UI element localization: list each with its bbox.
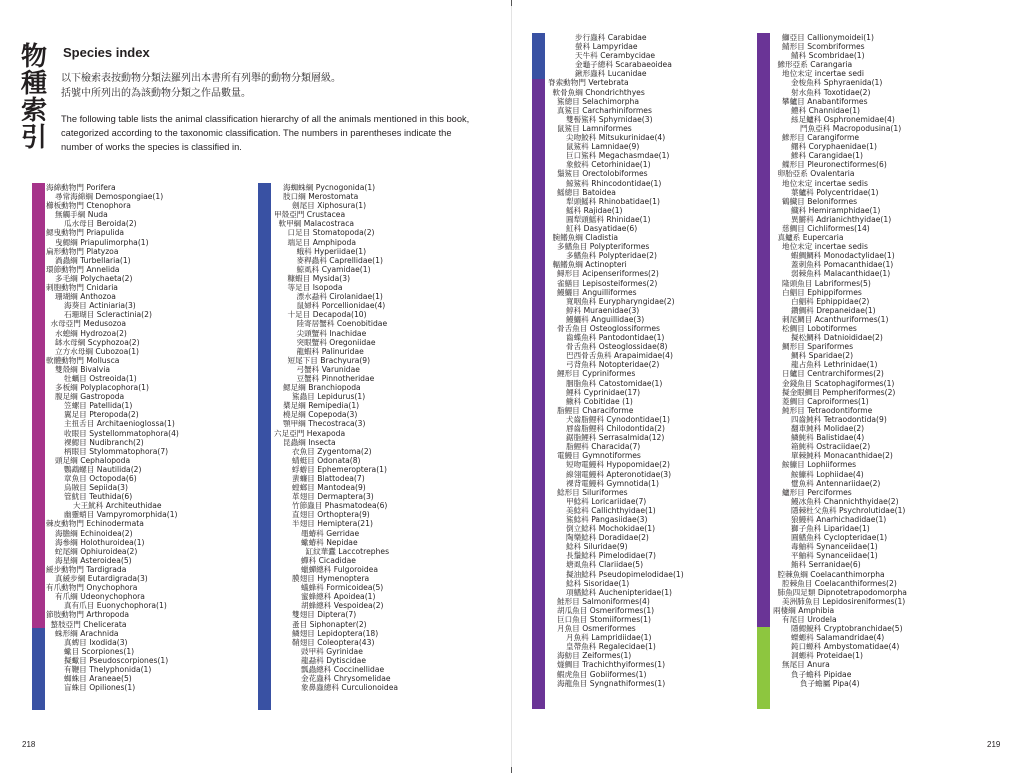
index-title-en: Species index: [63, 45, 150, 60]
taxon-entry: 鯊蟲目 Lepidurus(1): [292, 392, 366, 402]
taxon-entry: 瓢蟲總科 Coccinellidae: [301, 664, 385, 674]
taxon-entry: 無觸手綱 Nuda: [55, 210, 108, 220]
taxon-entry: 倒立鯰科 Mochokidae(1): [566, 524, 656, 534]
taxon-entry: 幽靈蛸目 Vampyromorphida(1): [64, 510, 178, 520]
taxon-entry: 犬齒脂鯉科 Cynodontidae(1): [566, 414, 670, 424]
taxon-entry: 圓鰭魚科 Cyclopteridae(1): [791, 533, 888, 543]
taxon-entry: 唇齒脂鯉科 Chilodontida(2): [566, 424, 665, 434]
taxon-entry: 燧鯛目 Trachichthyiformes(1): [557, 660, 666, 670]
taxon-entry: 無尾目 Anura: [782, 660, 830, 670]
taxon-entry: 鬚鯊目 Orectolobiformes: [557, 169, 648, 179]
taxon-entry: 黽蝽科 Gerridae: [301, 528, 360, 538]
taxon-entry: 槳足綱 Remipedia(1): [283, 401, 360, 411]
taxon-entry: 鼠鯊科 Lamnidae(9): [566, 142, 640, 152]
taxon-entry: 齒蝶魚科 Pantodontidae(1): [566, 333, 665, 343]
taxon-entry: 鰺形亞系 Carangaria: [777, 60, 853, 70]
taxon-entry: 鰓曳動物門 Priapulida: [46, 228, 125, 238]
taxon-entry: 漂水蝨科 Cirolanidae(1): [296, 292, 383, 302]
taxon-entry: 象鮫科 Cetorhinidae(1): [566, 160, 651, 170]
taxon-entry: 蛾科 Hyperiidae(1): [296, 246, 367, 256]
taxon-entry: 章魚目 Octopoda(6): [64, 474, 137, 483]
taxon-entry: 擬油鯰科 Pseudopimelodidae(1): [566, 569, 684, 579]
taxon-entry: 巨口魚目 Stomiiformes(1): [557, 615, 651, 624]
index-column-3: [548, 33, 684, 688]
crop-mark-top: [511, 0, 512, 6]
taxon-entry: 多板綱 Polyplacophora(1): [55, 383, 149, 393]
taxon-entry: 項鰭鯰科 Auchenipteridae(1): [566, 587, 672, 597]
taxon-entry: 口足目 Stomatopoda(2): [287, 228, 375, 238]
taxon-entry: 端足目 Amphipoda: [287, 237, 356, 247]
taxon-entry: 海綿動物門 Porifera: [46, 183, 116, 192]
taxon-entry: 月魚科 Lampridiidae(1): [566, 633, 652, 643]
taxon-entry: 攀鱸目 Anabantiformes: [782, 96, 868, 106]
taxon-entry: 鯖形目 Scombriformes: [782, 42, 865, 52]
taxon-entry: 射水魚科 Toxotidae(2): [791, 87, 871, 97]
taxon-entry: 糠蝦目 Mysida(3): [287, 273, 351, 283]
taxon-entry: 白鯧科 Ephippidae(2): [791, 296, 870, 306]
taxon-entry: 鱵科 Hemiramphidae(1): [791, 205, 881, 215]
taxon-entry: 巴西骨舌魚科 Arapaimidae(4): [566, 351, 673, 361]
taxon-entry: 有鞭目 Thelyphonida(1): [64, 664, 152, 674]
taxon-entry: 海參綱 Holothuroidea(1): [55, 537, 145, 547]
intro-chinese: [61, 71, 481, 101]
taxon-entry: 立方水母綱 Cubozoa(1): [55, 346, 140, 356]
taxon-entry: 真蜱目 Ixodida(3): [64, 637, 128, 647]
taxon-entry: 軟體動物門 Mollusca: [46, 355, 120, 365]
taxon-entry: 葉鱸科 Polycentridae(1): [791, 187, 879, 197]
taxon-entry: 鞘翅目 Coleoptera(43): [292, 637, 375, 647]
taxon-entry: 蚤目 Siphonapter(2): [292, 619, 367, 629]
taxon-entry: 蜘蛛目 Araneae(5): [64, 674, 132, 684]
taxon-entry: 魨形目 Tetraodontiforme: [782, 405, 873, 415]
taxon-entry: 甲殼亞門 Crustacea: [274, 210, 346, 220]
taxon-entry: 劍尾目 Xiphosura(1): [292, 201, 367, 211]
taxon-entry: 螢科 Lampyridae: [575, 42, 638, 52]
taxon-entry: 鯰形目 Siluriformes: [557, 487, 628, 497]
taxon-entry: 美洲肺魚目 Lepidosireniformes(1): [782, 596, 906, 606]
taxon-entry: 雙髻鯊科 Sphyrnidae(3): [566, 114, 653, 124]
title-char: 種: [21, 69, 48, 99]
title-char: 索: [21, 96, 48, 126]
taxon-entry: 鯊總目 Selachimorpha: [557, 96, 639, 106]
taxon-entry: 骨舌魚科 Osteoglossidae(8): [566, 342, 668, 352]
taxon-entry: 陸寄居蟹科 Coenobitidae: [296, 319, 388, 329]
taxon-entry: 有尾目 Urodela: [782, 615, 837, 624]
taxon-entry: 鼠婦科 Porcellionidae(4): [296, 301, 386, 311]
taxon-entry: 鋸脂鯉科 Serrasalmida(12): [566, 433, 665, 443]
taxon-entry: 鯛科 Sparidae(2): [791, 351, 854, 361]
taxon-entry: 海魴目 Zeiformes(1): [557, 651, 632, 661]
taxon-entry: 鯨鯊科 Rhincodontidae(1): [566, 178, 662, 188]
taxon-entry: 擬蠍目 Pseudoscorpiones(1): [64, 655, 169, 665]
taxon-entry: 鯉形目 Cypriniformes: [557, 369, 636, 379]
taxon-entry: 金錢魚目 Scatophagiformes(1): [782, 378, 895, 388]
taxon-entry: 鸚鵡螺目 Nautilida(2): [64, 464, 142, 474]
taxon-entry: 腔棘魚目 Coelacanthiformes(2): [782, 578, 897, 588]
taxon-entry: 慈鯛目 Cichliformes(14): [782, 223, 870, 233]
taxon-entry: 平鮋科 Synanceiidae(1): [791, 551, 878, 561]
taxon-entry: 盲蛛目 Opiliones(1): [64, 683, 136, 693]
index-column-1: [46, 183, 179, 692]
page-number-right: 219: [987, 740, 1001, 749]
taxon-entry: 負子蟾科 Pipidae: [791, 669, 852, 679]
taxon-entry: 裸背電鰻科 Gymnotida(1): [566, 478, 659, 488]
taxon-entry: 六足亞門 Hexapoda: [274, 428, 346, 438]
taxon-entry: 真鯊目 Carcharhiniformes: [557, 105, 652, 115]
taxon-entry: 鰺科 Carangidae(1): [791, 151, 863, 161]
taxon-entry: 日鱸目 Centrarchiformes(2): [782, 369, 884, 379]
taxon-entry: 棘皮動物門 Echinodermata: [46, 519, 144, 529]
intro-line: number of works the species is classified in.: [61, 142, 242, 152]
taxon-entry: 缽水母綱 Scyphozoa(2): [55, 337, 140, 347]
taxon-entry: 蟬科 Cicadidae: [301, 555, 356, 565]
taxon-entry: 甲鯰科 Loricariidae(7): [566, 496, 647, 506]
taxon-entry: 菱鯛目 Caproiformes(1): [782, 396, 869, 406]
taxon-entry: 蠍目 Scorpiones(1): [64, 646, 135, 656]
taxon-entry: 節肢動物門 Arthropoda: [46, 610, 130, 620]
taxon-entry: 真有爪目 Euonychophora(1): [64, 601, 167, 611]
taxon-entry: 頭足綱 Cephalopoda: [55, 455, 131, 465]
taxon-entry: 橈足綱 Copepoda(3): [283, 410, 358, 420]
taxon-entry: 鰍科 Cobitidae (1): [566, 396, 633, 406]
taxon-entry: 鮨科 Serranidae(6): [791, 560, 861, 570]
taxon-entry: 鯰科 Sisoridae(1): [566, 578, 630, 588]
taxon-entry: 翻車魨科 Molidae(2): [791, 424, 865, 434]
taxon-entry: 象鼻蟲總科 Curculionoidea: [301, 683, 399, 693]
taxon-entry: 海星綱 Asteroidea(5): [55, 555, 132, 565]
taxon-entry: 多鰭魚目 Polypteriformes: [557, 242, 650, 252]
taxon-entry: 竹節蟲目 Phasmatodea(6): [292, 501, 388, 511]
taxon-entry: 鯛形目 Spariformes: [782, 342, 854, 352]
taxon-entry: 鑽鯛科 Drepaneidae(1): [791, 305, 876, 315]
taxon-entry: 牡蠣目 Ostreoida(1): [64, 373, 137, 383]
taxon-entry: 鰻鱺目 Anguilliformes: [557, 287, 637, 297]
taxon-entry: 鰻冰魚科 Channichthyidae(2): [791, 496, 899, 506]
taxon-entry: 金花蟲科 Chrysomelidae: [301, 674, 391, 684]
taxon-entry: 水螅綱 Hydrozoa(2): [55, 328, 127, 338]
intro-line: The following table lists the animal classification hierarchy of all the animals mentioned in this book,: [61, 114, 470, 124]
taxon-entry: 顎甲綱 Thecostraca(3): [283, 419, 366, 429]
taxon-entry: 螳螂目 Mantodea(9): [292, 483, 366, 493]
taxon-entry: 鬥魚亞科 Macropodusina(1): [800, 123, 902, 133]
taxon-entry: 肺魚四足類 Dipnotetrapodomorpha: [777, 587, 907, 597]
taxon-entry: 隱棘杜父魚科 Psychrolutidae(1): [791, 505, 906, 515]
taxon-entry: 蜜蜂總科 Apoidea(1): [301, 592, 376, 602]
taxon-entry: 鍬形蟲科 Lucanidae: [575, 69, 647, 79]
taxon-entry: 犁頭鰩科 Rhinobatidae(1): [566, 196, 660, 206]
taxon-entry: 珊瑚綱 Anthozoa: [55, 292, 116, 302]
taxon-entry: 軟甲綱 Malacostraca: [278, 219, 355, 229]
taxon-entry: 脂鯉科 Characida(7): [566, 442, 641, 452]
color-bar-purple: [757, 33, 770, 627]
taxon-entry: 獅子魚科 Liparidae(1): [791, 524, 870, 534]
taxon-entry: 弓背魚科 Notopteridae(2): [566, 360, 660, 370]
taxon-entry: 地位未定 incertae sedis: [782, 242, 868, 252]
title-char: 物: [21, 42, 48, 72]
taxon-entry: 刺胞動物門 Cnidaria: [46, 283, 118, 293]
taxon-entry: 蠟蟬總科 Fulgoroidea: [301, 564, 378, 574]
taxon-entry: 線翎電鰻科 Apteronotidae(3): [566, 469, 672, 479]
taxon-entry: 美鯰科 Callichthyidae(1): [566, 505, 656, 515]
taxon-entry: 有爪綱 Udeonychophora: [55, 592, 145, 602]
taxon-entry: 鰤亞目 Callionymoidei(1): [782, 33, 874, 42]
taxon-entry: 鰩總目 Batoidea: [557, 187, 616, 197]
taxon-entry: 魟科 Dasyatidae(6): [566, 223, 638, 233]
taxon-entry: 鰈形目 Pleuronectiformes(6): [782, 160, 887, 170]
taxon-entry: 十足目 Decapoda(10): [287, 310, 367, 320]
taxon-entry: 海葵目 Actiniaria(3): [64, 301, 136, 311]
intro-line: categorized according to the taxonomic classification. The numbers in parentheses indicate the: [61, 128, 452, 138]
taxon-entry: 腕鰭魚綱 Cladistia: [552, 233, 618, 243]
taxon-entry: 水母亞門 Medusozoa: [50, 319, 127, 329]
index-title-cjk: [21, 44, 49, 152]
taxon-entry: 膜翅目 Hymenoptera: [292, 574, 370, 584]
taxon-entry: 鈍口螈科 Ambystomatidae(4): [791, 642, 900, 652]
taxon-entry: 緩步動物門 Tardigrada: [46, 564, 127, 574]
taxon-entry: 異鱂科 Adrianichthyidae(1): [791, 214, 892, 224]
intro-line: 括號中所列出的為該動物分類之作品數量。: [61, 88, 251, 99]
taxon-entry: 蛛形綱 Arachnida: [55, 628, 119, 638]
taxon-entry: 四齒魨科 Tetraodontida(9): [791, 414, 887, 424]
taxon-entry: 柄眼目 Stylommatophora(7): [64, 446, 169, 456]
taxon-entry: 地位未定 incertae sedi: [782, 69, 864, 79]
taxon-entry: 蜉蝣目 Ephemeroptera(1): [292, 464, 387, 474]
page-gutter: [511, 0, 512, 773]
taxon-entry: 電鰻目 Gymnotiformes: [557, 451, 641, 461]
taxon-entry: 箱魨科 Ostraciidae(2): [791, 442, 871, 452]
taxon-entry: 多毛綱 Polychaeta(2): [55, 273, 133, 283]
page-number-left: 218: [22, 740, 36, 749]
taxon-entry: 隱鰓鯢科 Cryptobranchidae(5): [791, 624, 903, 634]
taxon-entry: 毒鮋科 Synanceiidae(1): [791, 542, 878, 552]
taxon-entry: 胡瓜魚目 Osmeriformes(1): [557, 605, 655, 615]
taxon-entry: 擬松鯛科 Datnioididae(2): [791, 333, 883, 343]
taxon-entry: 鰻鱺科 Anguillidae(3): [566, 314, 645, 324]
taxon-entry: 管魷目 Teuthida(6): [64, 492, 133, 502]
taxon-entry: 烏賊目 Sepiida(3): [64, 483, 128, 493]
taxon-entry: 骨舌魚目 Osteoglossiformes: [557, 324, 660, 333]
taxon-entry: 鯖科 Scombridae(1): [791, 51, 865, 61]
taxon-entry: 鱘形目 Acipenseriformes(2): [557, 269, 659, 279]
taxon-entry: 等足目 Isopoda: [287, 283, 343, 293]
taxon-entry: 豉甲科 Gyrinidae: [301, 646, 363, 656]
taxon-entry: 肢口綱 Merostomata: [283, 192, 359, 202]
taxon-entry: 翼足目 Pteropoda(2): [64, 410, 139, 420]
taxon-entry: 裸鰓目 Nudibranch(2): [64, 437, 144, 447]
taxon-entry: 大王魷科 Architeuthidae: [73, 501, 162, 511]
taxon-entry: 鯨虱科 Cyamidae(1): [296, 264, 371, 274]
taxon-entry: 突眼蟹科 Oregoniidae: [296, 337, 376, 347]
taxon-entry: 鱗魨科 Balistidae(4): [791, 433, 865, 443]
taxon-entry: 有爪動物門 Onychophora: [46, 583, 138, 593]
taxon-entry: 鰩科 Rajidae(1): [566, 205, 623, 215]
taxon-entry: 腹足綱 Gastropoda: [55, 392, 125, 402]
taxon-entry: 鶴鱵目 Beloniformes: [782, 196, 858, 206]
index-column-4: [773, 33, 907, 688]
taxon-entry: 鮟鱇科 Lophiidae(4): [791, 469, 864, 479]
crop-mark-bottom: [511, 767, 512, 773]
taxon-entry: 真鱸系 Eupercaria: [777, 233, 844, 243]
taxon-entry: 鯉科 Cyprinidae(17): [566, 387, 641, 397]
color-bar-pink: [32, 183, 45, 628]
taxon-entry: 胭脂魚科 Catostomidae(1): [566, 378, 663, 388]
taxon-entry: 鮭形目 Salmoniformes(4): [557, 596, 650, 606]
taxon-entry: 麥稈蟲科 Caprellidae(1): [296, 255, 383, 265]
taxon-entry: 巨口鯊科 Megachasmdae(1): [566, 151, 670, 161]
taxon-entry: 金龜子總科 Scarabaeoidea: [575, 60, 672, 70]
taxon-entry: 蟻蜂科 Formicoidea(5): [301, 583, 384, 593]
taxon-entry: 鯙科 Muraenidae(3): [566, 305, 640, 315]
taxon-entry: 石珊瑚目 Scleractinia(2): [64, 310, 152, 320]
taxon-entry: 環節動物門 Annelida: [46, 264, 120, 274]
taxon-entry: 刺尾鯛目 Acanthuriformes(1): [782, 314, 889, 324]
taxon-entry: 曳鰓綱 Priapulimorpha(1): [55, 237, 149, 247]
taxon-entry: 缸紋華蠹 Laccotrephes: [305, 546, 390, 556]
taxon-entry: 蠍蝽科 Nepidae: [301, 537, 358, 547]
taxon-entry: 洞螈科 Proteidae(1): [791, 651, 863, 661]
taxon-entry: 鼠鯊目 Lamniformes: [557, 123, 632, 133]
index-column-2: [274, 183, 398, 692]
taxon-entry: 長鬚鯰科 Pimelodidae(7): [566, 551, 656, 561]
taxon-entry: 擬金眼鯛目 Pempheriformes(2): [782, 387, 896, 397]
taxon-entry: 兩棲綱 Amphibia: [773, 605, 835, 615]
taxon-entry: 弓蟹科 Varunidae: [296, 364, 360, 374]
taxon-entry: 鰕虎魚目 Gobiiformes(1): [557, 669, 647, 679]
taxon-entry: 龍蝦科 Palinuridae: [296, 346, 364, 356]
taxon-entry: 單棘魨科 Monacanthidae(2): [791, 451, 893, 461]
taxon-entry: 革翅目 Dermaptera(3): [292, 492, 374, 502]
taxon-entry: 絲足鱸科 Osphronemidae(4): [791, 114, 895, 124]
taxon-entry: 雀鱔目 Lepisosteiformes(2): [557, 278, 658, 288]
taxon-entry: 尋常海綿綱 Demospongiae(1): [55, 192, 164, 202]
taxon-entry: 收眼目 Systellommatophora(4): [64, 428, 179, 438]
taxon-entry: 月魚目 Osmeriformes: [557, 624, 636, 634]
taxon-entry: 鯊鯰科 Pangasiidae(3): [566, 514, 648, 524]
taxon-entry: 躄魚科 Antennariidae(2): [791, 478, 881, 488]
taxon-entry: 鱧科 Channidae(1): [791, 105, 861, 115]
color-bar-blue: [32, 628, 45, 710]
taxon-entry: 鰓足綱 Branchiopoda: [283, 383, 361, 393]
taxon-entry: 蛇尾綱 Ophiuroidea(2): [55, 546, 138, 556]
taxon-entry: 豆蟹科 Pinnotheridae: [296, 373, 375, 383]
taxon-entry: 海龍魚目 Syngnathiformes(1): [557, 678, 666, 688]
taxon-entry: 卵胎亞系 Ovalentaria: [777, 169, 855, 179]
taxon-entry: 陶樂鯰科 Doradidae(2): [566, 533, 649, 543]
taxon-entry: 衣魚目 Zygentoma(2): [292, 446, 372, 456]
taxon-entry: 松鯛目 Lobotiformes: [782, 324, 857, 333]
taxon-entry: 櫛板動物門 Ctenophora: [46, 201, 131, 211]
intro-english: [61, 112, 486, 154]
taxon-entry: 弱棘魚科 Malacanthidae(1): [791, 269, 891, 279]
taxon-entry: 白鯧目 Ephippiformes: [782, 287, 862, 297]
color-bar-blue: [258, 183, 271, 710]
taxon-entry: 步行蟲科 Carabidae: [575, 33, 647, 42]
taxon-entry: 蓋刺魚科 Pomacanthidae(1): [791, 260, 894, 270]
taxon-entry: 輻鰭魚綱 Actinopteri: [552, 260, 627, 270]
taxon-entry: 鱸形目 Perciformes: [782, 487, 852, 497]
taxon-entry: 胡蜂總科 Vespoidea(2): [301, 601, 384, 611]
taxon-entry: 鱰科 Coryphaenidae(1): [791, 142, 877, 152]
taxon-entry: 瓜水母目 Beroida(2): [64, 219, 137, 229]
taxon-entry: 蠑螈科 Salamandridae(4): [791, 633, 885, 643]
taxon-entry: 雙殼綱 Bivalvia: [55, 364, 111, 374]
taxon-entry: 海蜘蛛綱 Pycnogonida(1): [283, 183, 376, 192]
taxon-entry: 鱗翅目 Lepidoptera(18): [292, 628, 379, 638]
taxon-entry: 圓犁頭鰩科 Rhinidae(1): [566, 214, 651, 224]
taxon-entry: 短尾下目 Brachyura(9): [287, 355, 371, 365]
taxon-entry: 半翅目 Hemiptera(21): [292, 519, 373, 529]
taxon-entry: 金梭魚科 Sphyraenida(1): [791, 78, 883, 88]
taxon-entry: 寬咽魚科 Eurypharyngidae(2): [566, 296, 675, 306]
taxon-entry: 皇帶魚科 Regalecidae(1): [566, 642, 656, 652]
taxon-entry: 隆頭魚目 Labriformes(5): [782, 278, 871, 288]
taxon-entry: 鮟鱇目 Lophiiformes: [782, 460, 857, 470]
intro-line: 以下檢索表按動物分類法羅列出本書所有列舉的動物分類層級。: [61, 73, 341, 84]
taxon-entry: 龍占魚科 Lethrinidae(1): [791, 360, 878, 370]
taxon-entry: 昆蟲綱 Insecta: [283, 437, 336, 447]
taxon-entry: 塘虱魚科 Clariidae(5): [566, 560, 644, 570]
taxon-entry: 笠螺目 Patellida(1): [64, 401, 133, 411]
taxon-entry: 雙翅目 Diptera(7): [292, 610, 357, 620]
taxon-entry: 鰺形目 Carangiforme: [782, 133, 860, 143]
taxon-entry: 直翅目 Orthoptera(9): [292, 510, 370, 520]
taxon-entry: 尖吻鮫科 Mitsukurinidae(4): [566, 133, 666, 143]
taxon-entry: 脂鯉目 Characiforme: [557, 405, 634, 415]
taxon-entry: 腔棘魚綱 Coelacanthimorpha: [777, 569, 885, 579]
color-bar-green: [757, 627, 770, 709]
taxon-entry: 負子蟾屬 Pipa(4): [800, 678, 860, 688]
taxon-entry: 蜚蠊目 Blattodea(7): [292, 474, 365, 483]
taxon-entry: 螯肢亞門 Chelicerata: [50, 619, 127, 629]
taxon-entry: 脊索動物門 Vertebrata: [548, 78, 629, 88]
color-bar-blue: [532, 33, 545, 79]
taxon-entry: 短吻電鰻科 Hypopomidae(2): [566, 460, 670, 470]
taxon-entry: 地位未定 incertae sedis: [782, 178, 868, 188]
taxon-entry: 鯰科 Siluridae(9): [566, 542, 628, 552]
taxon-entry: 真緩步綱 Eutardigrada(3): [55, 574, 148, 584]
taxon-entry: 軟骨魚綱 Chondrichthyes: [552, 87, 645, 97]
taxon-entry: 蝦鯛鯛科 Monodactylidae(1): [791, 251, 895, 261]
taxon-entry: 天牛科 Cerambycidae: [575, 51, 656, 61]
taxon-entry: 渦蟲綱 Turbellaria(1): [55, 255, 131, 265]
title-char: 引: [21, 123, 48, 153]
taxon-entry: 龍蝨科 Dytiscidae: [301, 655, 367, 665]
taxon-entry: 扁形動物門 Platyzoa: [46, 246, 119, 256]
taxon-entry: 蜻蜓目 Odonata(8): [292, 455, 361, 465]
taxon-entry: 狼鰻科 Anarhichadidae(1): [791, 514, 887, 524]
color-bar-purple: [532, 79, 545, 709]
taxon-entry: 海膽綱 Echinoidea(2): [55, 528, 133, 538]
taxon-entry: 主扭舌目 Architaenioglossa(1): [64, 419, 175, 429]
taxon-entry: 尖頭蟹科 Inachidae: [296, 328, 367, 338]
taxon-entry: 多鰭魚科 Polypteridae(2): [566, 251, 657, 261]
